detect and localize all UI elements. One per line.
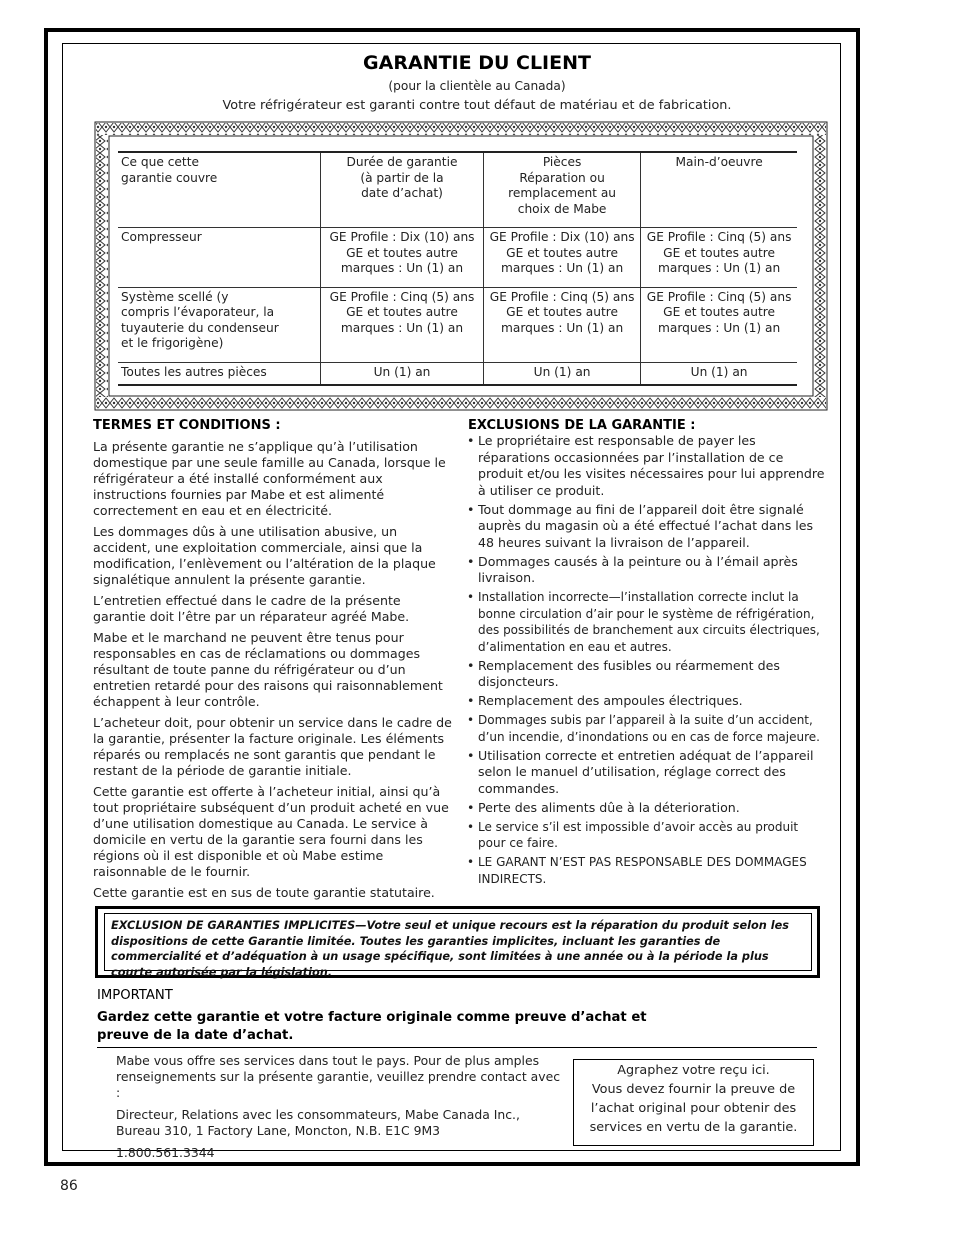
terms-paragraph: L’acheteur doit, pour obtenir un service dans le cadre de la garantie, présenter la facture originale. Les éléments réparés ou remplacés ne sont garantis que pendant le restant de la période de garantie initiale. xyxy=(93,715,452,778)
exclusion-item: • Le service s’il est impossible d’avoir accès au produit pour ce faire. xyxy=(466,819,828,852)
terms-paragraph: La présente garantie ne s’applique qu’à l’utilisation domestique par une seule famille au Canada, lorsque le réfrigérateur a été installé conformément aux instructions fournies par Mabe et est alimenté correctement en eau et en électricité. xyxy=(93,439,446,518)
important-heading: IMPORTANT xyxy=(97,988,173,1003)
exclusion-item: • Utilisation correcte et entretien adéquat de l’appareil selon le manuel d’utilisation, réglage correct des commandes. xyxy=(466,748,828,798)
terms-paragraph: L’entretien effectué dans le cadre de la présente garantie doit l’être par un réparateur agréé Mabe. xyxy=(93,593,410,624)
page-number: 86 xyxy=(60,1178,78,1194)
table-cell: GE Profile : Cinq (5) ans GE et toutes autre marques : Un (1) an xyxy=(641,228,797,288)
terms-section xyxy=(93,439,453,906)
implied-exclusion-text: EXCLUSION DE GARANTIES IMPLICITES—Votre seul et unique recours est la réparation du produit selon les dispositions de cette Garantie limitée. Toutes les garanties implicites, incluant les garanties de commercialité et d’adéquation à un usage spécifique, sont limitées à une année ou à la période la plus courte autorisée par la législation. xyxy=(104,913,812,971)
receipt-line-1: Agraphez votre reçu ici. xyxy=(617,1063,770,1078)
terms-paragraph: Cette garantie est offerte à l’acheteur initial, ainsi qu’à tout propriétaire subséquent d’un produit acheté en vue d’une utilisation domestique au Canada. Le service à domicile en vertu de la garantie sera fourni dans les régions où il est disponible et où Mabe estime raisonnable de le fournir. xyxy=(93,784,449,879)
exclusion-item: • Dommages subis par l’appareil à la suite d’un accident, d’un incendie, d’inondations ou en cas de force majeure. xyxy=(466,712,828,745)
exclusion-item: • LE GARANT N’EST PAS RESPONSABLE DES DOMMAGES INDIRECTS. xyxy=(466,854,828,887)
table-cell: GE Profile : Cinq (5) ans GE et toutes autre marques : Un (1) an xyxy=(321,287,484,362)
table-cell: Un (1) an xyxy=(641,362,797,385)
table-cell: Toutes les autres pièces xyxy=(118,362,321,385)
table-row xyxy=(118,362,797,385)
table-cell: GE Profile : Dix (10) ans GE et toutes autre marques : Un (1) an xyxy=(321,228,484,288)
exclusion-item: • Perte des aliments dûe à la déterioration. xyxy=(466,800,828,817)
exclusions-heading: EXCLUSIONS DE LA GARANTIE : xyxy=(468,418,696,433)
table-header-cell: Main-d’oeuvre xyxy=(641,152,797,228)
important-note: Gardez cette garantie et votre facture originale comme preuve d’achat et preuve de la date d’achat. xyxy=(97,1010,647,1043)
table-cell: Un (1) an xyxy=(321,362,484,385)
exclusion-item: • Installation incorrecte—l’installation correcte inclut la bonne circulation d’air pour le système de réfrigération, des possibilités de branchement aux circuits électriques, d’alimentation en eau et autres. xyxy=(466,589,828,655)
table-header-cell: Pièces Réparation ou remplacement au choix de Mabe xyxy=(484,152,641,228)
exclusion-item: • Remplacement des fusibles ou réarmement des disjoncteurs. xyxy=(466,658,828,691)
table-cell: GE Profile : Cinq (5) ans GE et toutes autre marques : Un (1) an xyxy=(484,287,641,362)
table-row xyxy=(118,287,797,362)
contact-address: Directeur, Relations avec les consommateurs, Mabe Canada Inc., Bureau 310, 1 Factory Lane, Moncton, N.B. E1C 9M3 xyxy=(116,1107,520,1138)
contact-section xyxy=(116,1053,561,1167)
page-intro: Votre réfrigérateur est garanti contre tout défaut de matériau et de fabrication. xyxy=(222,98,732,113)
table-header-cell: Ce que cette garantie couvre xyxy=(118,152,321,228)
table-cell: Un (1) an xyxy=(484,362,641,385)
page-title: GARANTIE DU CLIENT xyxy=(363,52,591,74)
table-cell: GE Profile : Dix (10) ans GE et toutes autre marques : Un (1) an xyxy=(484,228,641,288)
terms-heading: TERMES ET CONDITIONS : xyxy=(93,418,281,433)
table-row xyxy=(118,228,797,288)
divider xyxy=(97,1047,817,1048)
exclusion-item: • Remplacement des ampoules électriques. xyxy=(466,693,828,710)
exclusions-section xyxy=(466,433,828,890)
terms-paragraph: Cette garantie est en sus de toute garantie statutaire. xyxy=(93,885,435,900)
contact-phone: 1.800.561.3344 xyxy=(116,1145,215,1160)
exclusion-item: • Dommages causés à la peinture ou à l’émail après livraison. xyxy=(466,554,828,587)
table-cell: Système scellé (y compris l’évaporateur, la tuyauterie du condenseur et le frigorigène) xyxy=(118,287,321,362)
table-cell: Compresseur xyxy=(118,228,321,288)
exclusion-item: • Le propriétaire est responsable de payer les réparations occasionnées par l’installation de ce produit et/ou les visites nécessaires pour lui apprendre à utiliser ce produit. xyxy=(466,433,828,499)
page-subtitle: (pour la clientèle au Canada) xyxy=(388,79,566,93)
table-header-row xyxy=(118,152,797,228)
receipt-box xyxy=(573,1059,814,1146)
table-cell: GE Profile : Cinq (5) ans GE et toutes autre marques : Un (1) an xyxy=(641,287,797,362)
table-header-cell: Durée de garantie (à partir de la date d’achat) xyxy=(321,152,484,228)
warranty-table xyxy=(118,151,797,386)
exclusion-item: • Tout dommage au fini de l’appareil doit être signalé auprès du magasin où a été effectué l’achat dans les 48 heures suivant la livraison de l’appareil. xyxy=(466,502,828,552)
receipt-line-2: Vous devez fournir la preuve de l’achat original pour obtenir des services en vertu de la garantie. xyxy=(589,1082,798,1135)
terms-paragraph: Les dommages dûs à une utilisation abusive, un accident, une exploitation commerciale, ainsi que la modification, l’enlèvement ou l’altération de la plaque signalétique annulent la présente garantie. xyxy=(93,524,436,587)
contact-intro: Mabe vous offre ses services dans tout le pays. Pour de plus amples renseignements sur la présente garantie, veuillez prendre contact avec : xyxy=(116,1053,561,1100)
terms-paragraph: Mabe et le marchand ne peuvent être tenus pour responsables en cas de réclamations ou dommages résultant de toute panne du réfrigérateur ou d’un entretien retardé pour des raisons qui raisonnablement échappent à leur contrôle. xyxy=(93,630,443,709)
